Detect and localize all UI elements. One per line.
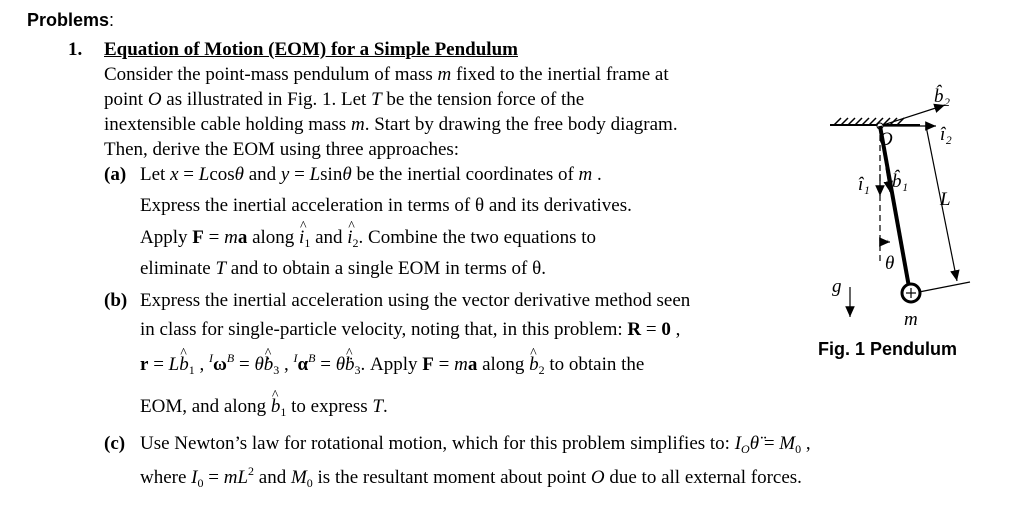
part-a-label: (a) xyxy=(104,164,127,185)
part-a-line-4: eliminate T and to obtain a single EOM in terms of θ. xyxy=(140,258,546,279)
intro-line-2: point O as illustrated in Fig. 1. Let T be the tension force of the xyxy=(104,89,585,110)
part-a-line-2: Express the inertial acceleration in terms of θ and its derivatives. xyxy=(140,195,632,216)
problem-title: Equation of Motion (EOM) for a Simple Pendulum xyxy=(104,39,518,60)
label-g: g xyxy=(832,276,842,297)
part-b-label: (b) xyxy=(104,290,128,311)
problem-number: 1. xyxy=(68,39,83,60)
part-a-line-3: Apply F = ma along ^ $i_1$ and ^ $i_2$. Combine the two equations to xyxy=(140,226,596,250)
b2-axis-arrow xyxy=(880,105,945,126)
ceiling-support xyxy=(830,118,920,125)
part-b-line-4: EOM, and along ^ $b_1$ to express T. xyxy=(140,395,388,419)
label-i1: î₁ xyxy=(858,174,870,195)
intro-line-3: inextensible cable holding mass m. Start by drawing the free body diagram. xyxy=(104,114,678,135)
part-c-label: (c) xyxy=(104,433,126,454)
label-theta: θ xyxy=(885,253,895,274)
part-b-line-1: Express the inertial acceleration using the vector derivative method seen xyxy=(140,290,691,311)
part-b-line-3: r = L^ $b_1$ , $^I\omega^B$ = θ̇^ $b_3$ , $^I\alpha^B$ = θ̈^ $b_3$. Apply F = ma along ^ $b_2$ to obtain the xyxy=(140,353,644,377)
label-L: L xyxy=(940,189,951,210)
section-heading: Problems: xyxy=(27,10,115,30)
figure-caption: Fig. 1 Pendulum xyxy=(818,339,958,359)
label-m: m xyxy=(904,309,918,330)
part-c-line-2: where $I_0 = mL^2$ and $M_0$ is the resultant moment about point O due to all external forces. xyxy=(140,464,802,490)
part-a-line-1: Let x = Lcosθ and y = Lsinθ be the inertial coordinates of m . xyxy=(140,164,602,185)
intro-line-1: Consider the point-mass pendulum of mass m fixed to the inertial frame at xyxy=(104,64,669,85)
part-c-line-1: Use Newton’s law for rotational motion, which for this problem simplifies to: $I_O\thetä = M_0$ , xyxy=(140,433,811,456)
label-i2: î₂ xyxy=(940,124,952,145)
label-b1: b̂₁ xyxy=(892,171,909,192)
label-O: O xyxy=(879,129,893,150)
part-b-line-2: in class for single-particle velocity, noting that, in this problem: R = 0 , xyxy=(140,319,681,340)
label-b2: b̂₂ xyxy=(934,86,951,107)
pendulum-figure xyxy=(800,60,1024,360)
intro-line-4: Then, derive the EOM using three approaches: xyxy=(104,139,460,160)
